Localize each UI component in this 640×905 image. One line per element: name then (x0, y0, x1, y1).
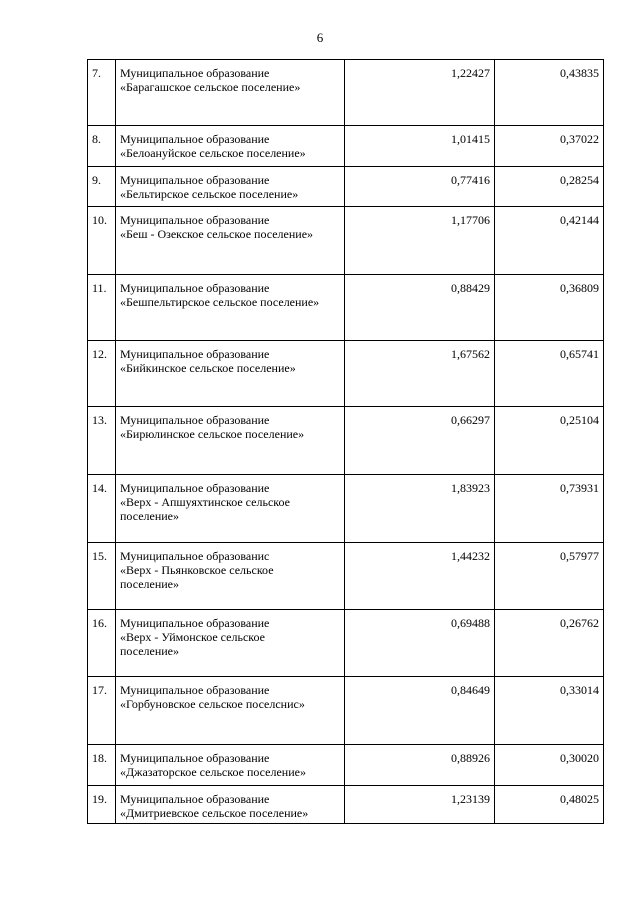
municipality-name (116, 167, 345, 207)
municipality-name-line: «Бельтирское сельское поселение» (120, 187, 299, 201)
coefficient-2: 0,26762 (495, 610, 604, 677)
page-number: 6 (316, 30, 324, 45)
coefficient-1: 1,44232 (345, 543, 495, 610)
municipality-name-line: Муниципальное образование (120, 792, 270, 806)
coefficient-1: 0,84649 (345, 677, 495, 745)
municipality-name-line: «Бийкинское сельское поселение» (120, 361, 296, 375)
municipality-name-line: Муниципальное образование (120, 347, 270, 361)
table-row (88, 543, 604, 610)
municipality-name-line: «Джазаторское сельское поселение» (120, 765, 306, 779)
municipality-name (116, 475, 345, 543)
coefficient-2: 0,33014 (495, 677, 604, 745)
table-row (88, 275, 604, 341)
municipality-name-line: «Беш - Озекское сельское поселение» (120, 227, 314, 241)
coefficient-1: 0,66297 (345, 407, 495, 475)
coefficient-1: 0,77416 (345, 167, 495, 207)
coefficient-1: 1,23139 (345, 786, 495, 824)
coefficient-2: 0,43835 (495, 60, 604, 126)
row-number: 14. (88, 475, 116, 543)
coefficient-2: 0,37022 (495, 126, 604, 167)
municipality-name-line: Муниципальное образование (120, 281, 270, 295)
municipality-name-line: «Верх - Уймонское сельское (120, 630, 265, 644)
coefficient-2: 0,48025 (495, 786, 604, 824)
table-row (88, 126, 604, 167)
municipality-name-line: Муниципальное образование (120, 213, 270, 227)
coefficient-1: 1,67562 (345, 341, 495, 407)
municipality-name-line: поселение» (120, 577, 180, 591)
table-row (88, 677, 604, 745)
municipality-name-line: Муниципальное образование (120, 616, 270, 630)
coefficient-2: 0,28254 (495, 167, 604, 207)
table-row (88, 745, 604, 786)
municipality-name-line: «Дмитриевское сельское поселение» (120, 806, 309, 820)
municipality-name-line: «Белоануйское сельское поселение» (120, 146, 306, 160)
coefficient-1: 0,88429 (345, 275, 495, 341)
municipality-name-line: «Бирюлинское сельское поселение» (120, 427, 305, 441)
table-row (88, 475, 604, 543)
municipality-name (116, 126, 345, 167)
municipality-name (116, 60, 345, 126)
coefficient-2: 0,25104 (495, 407, 604, 475)
row-number: 8. (88, 126, 116, 167)
coefficient-1: 1,22427 (345, 60, 495, 126)
municipality-name (116, 407, 345, 475)
coefficient-2: 0,65741 (495, 341, 604, 407)
coefficient-2: 0,57977 (495, 543, 604, 610)
municipality-name-line: Муниципальное образование (120, 481, 270, 495)
municipality-name-line: «Барагашское сельское поселение» (120, 80, 301, 94)
row-number: 15. (88, 543, 116, 610)
municipality-name-line: Муниципальное образование (120, 751, 270, 765)
row-number: 9. (88, 167, 116, 207)
municipality-name-line: Муниципальное образованис (120, 549, 270, 563)
coefficient-1: 1,01415 (345, 126, 495, 167)
row-number: 12. (88, 341, 116, 407)
row-number: 10. (88, 207, 116, 275)
municipality-name-line: Муниципальное образование (120, 683, 270, 697)
table-row (88, 407, 604, 475)
coefficient-1: 1,17706 (345, 207, 495, 275)
municipality-name-line: Муниципальное образование (120, 66, 270, 80)
table-row (88, 60, 604, 126)
municipality-name-line: «Верх - Апшуяхтинское сельское (120, 495, 290, 509)
row-number: 18. (88, 745, 116, 786)
coefficient-1: 0,88926 (345, 745, 495, 786)
municipality-name-line: Муниципальное образование (120, 173, 270, 187)
municipality-name (116, 745, 345, 786)
data-table (87, 59, 604, 824)
municipality-name (116, 677, 345, 745)
municipality-name (116, 543, 345, 610)
row-number: 19. (88, 786, 116, 824)
municipality-name-line: поселение» (120, 644, 180, 658)
row-number: 17. (88, 677, 116, 745)
table-row (88, 786, 604, 824)
municipality-name-line: Муниципальное образование (120, 413, 270, 427)
row-number: 11. (88, 275, 116, 341)
municipality-name (116, 610, 345, 677)
row-number: 7. (88, 60, 116, 126)
municipality-name-line: «Горбуновское сельское поселснис» (120, 697, 305, 711)
coefficient-2: 0,42144 (495, 207, 604, 275)
row-number: 16. (88, 610, 116, 677)
row-number: 13. (88, 407, 116, 475)
table-row (88, 207, 604, 275)
municipality-name (116, 275, 345, 341)
municipality-name-line: Муниципальное образование (120, 132, 270, 146)
table-body (88, 60, 604, 824)
coefficient-1: 1,83923 (345, 475, 495, 543)
municipality-name (116, 786, 345, 824)
municipality-name-line: поселение» (120, 509, 180, 523)
coefficient-2: 0,73931 (495, 475, 604, 543)
municipality-name (116, 341, 345, 407)
municipality-name (116, 207, 345, 275)
coefficient-1: 0,69488 (345, 610, 495, 677)
table-row (88, 167, 604, 207)
table-row (88, 341, 604, 407)
coefficient-2: 0,36809 (495, 275, 604, 341)
coefficient-2: 0,30020 (495, 745, 604, 786)
table-row (88, 610, 604, 677)
municipality-name-line: «Верх - Пьянковское сельское (120, 563, 274, 577)
municipality-name-line: «Бешпельтирское сельское поселение» (120, 295, 320, 309)
